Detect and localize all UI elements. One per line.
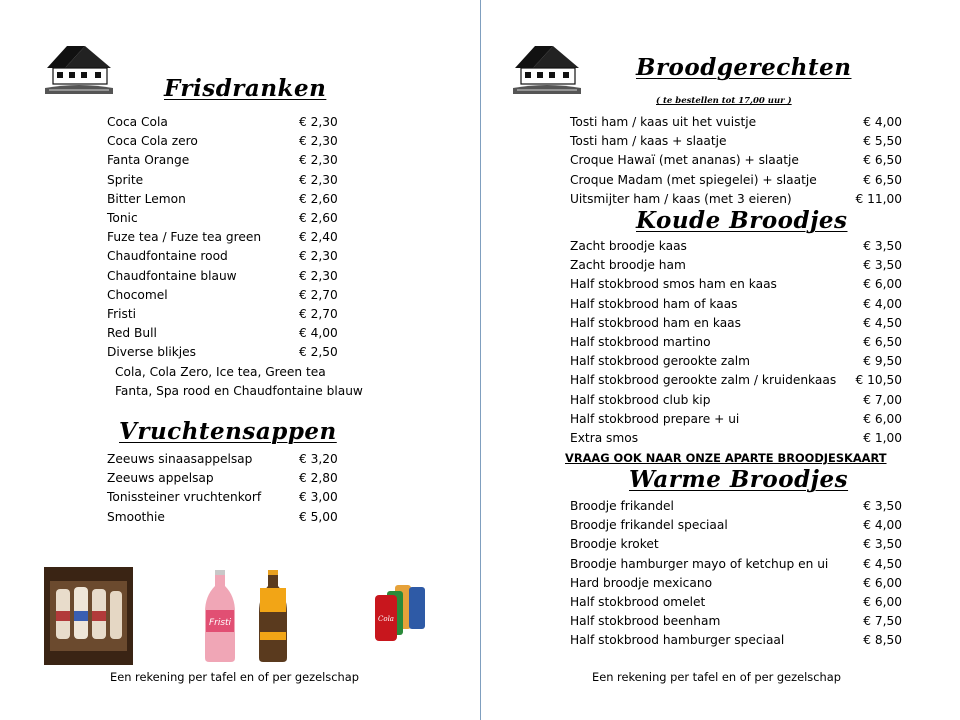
menu-item-row bbox=[107, 132, 387, 151]
menu-item-price: € 2,30 bbox=[299, 134, 338, 149]
menu-item-name: Sprite bbox=[107, 172, 144, 187]
menu-item-row bbox=[566, 631, 902, 650]
menu-item-name: Half stokbrood omelet bbox=[570, 594, 706, 609]
menu-item-price: € 6,00 bbox=[863, 575, 902, 590]
menu-item-name: Broodje frikandel speciaal bbox=[570, 518, 728, 533]
vruchtensappen-title: Vruchtensappen bbox=[119, 418, 337, 445]
menu-item-price: € 6,50 bbox=[863, 172, 902, 187]
menu-item-row bbox=[566, 497, 902, 516]
menu-item-name: Half stokbrood prepare + ui bbox=[570, 411, 740, 426]
menu-item-price: € 2,30 bbox=[299, 249, 338, 264]
menu-item-row bbox=[566, 333, 902, 352]
menu-item-row bbox=[566, 555, 902, 574]
menu-item-row bbox=[566, 256, 902, 275]
page-divider bbox=[480, 0, 481, 720]
menu-item-row bbox=[107, 171, 387, 190]
house-logo-icon bbox=[45, 42, 113, 94]
menu-item-price: € 3,00 bbox=[299, 490, 338, 505]
frisdranken-list bbox=[107, 113, 387, 362]
menu-item-price: € 4,00 bbox=[863, 296, 902, 311]
menu-item-price: € 4,00 bbox=[863, 115, 902, 129]
menu-item-row bbox=[107, 343, 387, 362]
menu-item-name: Fuze tea / Fuze tea green bbox=[107, 230, 262, 245]
menu-item-price: € 3,50 bbox=[863, 537, 902, 552]
menu-item-row bbox=[566, 535, 902, 554]
menu-item-price: € 10,50 bbox=[855, 373, 902, 388]
menu-item-name: Half stokbrood club kip bbox=[570, 392, 711, 407]
right-footer: Een rekening per tafel en of per gezelschap bbox=[592, 670, 841, 684]
menu-item-row bbox=[107, 190, 387, 209]
chocomel-bottle-photo bbox=[258, 570, 288, 664]
menu-item-price: € 3,50 bbox=[863, 499, 902, 513]
menu-item-name: Croque Madam (met spiegelei) + slaatje bbox=[570, 172, 817, 187]
warme-broodjes-list bbox=[566, 497, 902, 651]
menu-item-row bbox=[566, 352, 902, 371]
menu-item-name: Half stokbrood beenham bbox=[570, 614, 721, 629]
menu-item-name: Zeeuws appelsap bbox=[107, 471, 214, 486]
menu-item-name: Tonissteiner vruchtenkorf bbox=[107, 490, 262, 505]
menu-item-price: € 4,50 bbox=[863, 556, 902, 571]
menu-item-row bbox=[566, 295, 902, 314]
menu-item-name: Diverse blikjes bbox=[107, 345, 197, 360]
menu-item-price: € 7,50 bbox=[863, 614, 902, 629]
menu-item-price: € 3,20 bbox=[299, 452, 338, 466]
menu-item-row bbox=[107, 508, 387, 527]
menu-item-name: Coca Cola bbox=[107, 115, 168, 129]
menu-item-price: € 2,60 bbox=[299, 210, 338, 225]
menu-item-price: € 2,30 bbox=[299, 172, 338, 187]
menu-item-name: Fristi bbox=[107, 306, 137, 321]
menu-item-price: € 6,00 bbox=[863, 277, 902, 292]
menu-item-price: € 2,80 bbox=[299, 471, 338, 486]
menu-item-name: Croque Hawaï (met ananas) + slaatje bbox=[570, 153, 799, 168]
menu-item-name: Half stokbrood smos ham en kaas bbox=[570, 277, 777, 292]
menu-item-row bbox=[566, 151, 902, 170]
menu-item-name: Chocomel bbox=[107, 287, 168, 302]
menu-item-row bbox=[107, 324, 387, 343]
menu-item-name: Zeeuws sinaasappelsap bbox=[107, 452, 253, 466]
menu-item-price: € 1,00 bbox=[863, 430, 902, 445]
menu-item-row bbox=[566, 574, 902, 593]
frisdranken-note-2: Fanta, Spa rood en Chaudfontaine blauw bbox=[115, 384, 363, 398]
menu-item-name: Chaudfontaine blauw bbox=[107, 268, 237, 283]
broodgerechten-subtitle: ( te bestellen tot 17,00 uur ) bbox=[656, 96, 792, 106]
menu-item-row bbox=[566, 593, 902, 612]
menu-item-name: Zacht broodje ham bbox=[570, 258, 686, 273]
svg-text:Fristi: Fristi bbox=[208, 618, 232, 628]
broodgerechten-title: Broodgerechten bbox=[636, 54, 852, 81]
left-footer: Een rekening per tafel en of per gezelschap bbox=[110, 670, 359, 684]
menu-item-row bbox=[566, 371, 902, 390]
menu-item-row bbox=[566, 237, 902, 256]
menu-item-row bbox=[107, 286, 387, 305]
menu-item-price: € 2,30 bbox=[299, 153, 338, 168]
menu-item-price: € 7,00 bbox=[863, 392, 902, 407]
menu-item-row bbox=[107, 450, 387, 469]
menu-item-price: € 2,60 bbox=[299, 191, 338, 206]
menu-item-name: Bitter Lemon bbox=[107, 191, 186, 206]
menu-item-price: € 2,50 bbox=[299, 345, 338, 360]
menu-item-name: Fanta Orange bbox=[107, 153, 190, 168]
bottle-crate-photo bbox=[44, 567, 133, 665]
menu-item-name: Smoothie bbox=[107, 509, 165, 524]
menu-item-row bbox=[566, 314, 902, 333]
menu-item-name: Broodje hamburger mayo of ketchup en ui bbox=[570, 556, 829, 571]
menu-item-price: € 3,50 bbox=[863, 258, 902, 273]
menu-item-row bbox=[107, 247, 387, 266]
frisdranken-title: Frisdranken bbox=[164, 75, 327, 102]
menu-item-row bbox=[107, 267, 387, 286]
menu-item-name: Half stokbrood gerookte zalm bbox=[570, 354, 751, 369]
svg-text:Cola: Cola bbox=[378, 615, 394, 623]
menu-item-price: € 4,50 bbox=[863, 315, 902, 330]
menu-item-price: € 2,30 bbox=[299, 268, 338, 283]
menu-item-name: Red Bull bbox=[107, 326, 157, 341]
menu-item-name: Chaudfontaine rood bbox=[107, 249, 228, 264]
menu-item-price: € 6,00 bbox=[863, 594, 902, 609]
menu-item-row bbox=[566, 171, 902, 190]
menu-item-row bbox=[566, 113, 902, 132]
menu-item-row bbox=[566, 516, 902, 535]
menu-item-row bbox=[107, 113, 387, 132]
menu-item-price: € 8,50 bbox=[863, 633, 902, 648]
house-logo-icon bbox=[513, 42, 581, 94]
menu-item-row bbox=[566, 410, 902, 429]
koude-broodjes-list bbox=[566, 237, 902, 448]
menu-item-name: Half stokbrood ham of kaas bbox=[570, 296, 738, 311]
menu-item-name: Broodje frikandel bbox=[570, 499, 674, 513]
menu-item-price: € 4,00 bbox=[299, 326, 338, 341]
menu-item-price: € 6,00 bbox=[863, 411, 902, 426]
menu-item-price: € 6,50 bbox=[863, 334, 902, 349]
menu-item-price: € 5,00 bbox=[299, 509, 338, 524]
menu-item-price: € 2,70 bbox=[299, 287, 338, 302]
koude-broodjes-title: Koude Broodjes bbox=[636, 207, 848, 234]
menu-item-name: Broodje kroket bbox=[570, 537, 659, 552]
menu-item-price: € 2,70 bbox=[299, 306, 338, 321]
menu-item-name: Coca Cola zero bbox=[107, 134, 198, 149]
menu-item-price: € 3,50 bbox=[863, 239, 902, 253]
vruchtensappen-list bbox=[107, 450, 387, 527]
menu-item-price: € 6,50 bbox=[863, 153, 902, 168]
menu-item-row bbox=[107, 469, 387, 488]
menu-item-name: Uitsmijter ham / kaas (met 3 eieren) bbox=[570, 191, 792, 206]
menu-item-name: Extra smos bbox=[570, 430, 639, 445]
fristi-bottle-photo bbox=[203, 570, 237, 664]
menu-item-price: € 9,50 bbox=[863, 354, 902, 369]
menu-item-row bbox=[107, 305, 387, 324]
menu-item-price: € 11,00 bbox=[855, 191, 902, 206]
menu-item-row bbox=[566, 132, 902, 151]
menu-item-name: Hard broodje mexicano bbox=[570, 575, 713, 590]
menu-item-price: € 2,40 bbox=[299, 230, 338, 245]
frisdranken-note-1: Cola, Cola Zero, Ice tea, Green tea bbox=[115, 365, 326, 379]
menu-item-price: € 2,30 bbox=[299, 115, 338, 129]
menu-item-name: Tosti ham / kaas + slaatje bbox=[570, 134, 727, 149]
menu-item-name: Half stokbrood ham en kaas bbox=[570, 315, 741, 330]
menu-item-row bbox=[107, 209, 387, 228]
broodjeskaart-banner: VRAAG OOK NAAR ONZE APARTE BROODJESKAART bbox=[565, 451, 887, 465]
menu-item-name: Half stokbrood martino bbox=[570, 334, 711, 349]
menu-item-row bbox=[566, 612, 902, 631]
menu-item-name: Tosti ham / kaas uit het vuistje bbox=[570, 115, 757, 129]
menu-item-row bbox=[107, 228, 387, 247]
warme-broodjes-title: Warme Broodjes bbox=[629, 466, 849, 493]
menu-item-row bbox=[566, 391, 902, 410]
menu-item-row bbox=[566, 429, 902, 448]
menu-item-row bbox=[566, 275, 902, 294]
menu-item-name: Half stokbrood hamburger speciaal bbox=[570, 633, 785, 648]
soda-cans-photo bbox=[373, 583, 430, 643]
broodgerechten-list bbox=[566, 113, 902, 209]
menu-item-name: Half stokbrood gerookte zalm / kruidenkaas bbox=[570, 373, 837, 388]
menu-item-price: € 5,50 bbox=[863, 134, 902, 149]
menu-item-name: Zacht broodje kaas bbox=[570, 239, 687, 253]
menu-item-row bbox=[107, 488, 387, 507]
menu-item-price: € 4,00 bbox=[863, 518, 902, 533]
menu-item-name: Tonic bbox=[107, 210, 138, 225]
menu-item-row bbox=[107, 151, 387, 170]
